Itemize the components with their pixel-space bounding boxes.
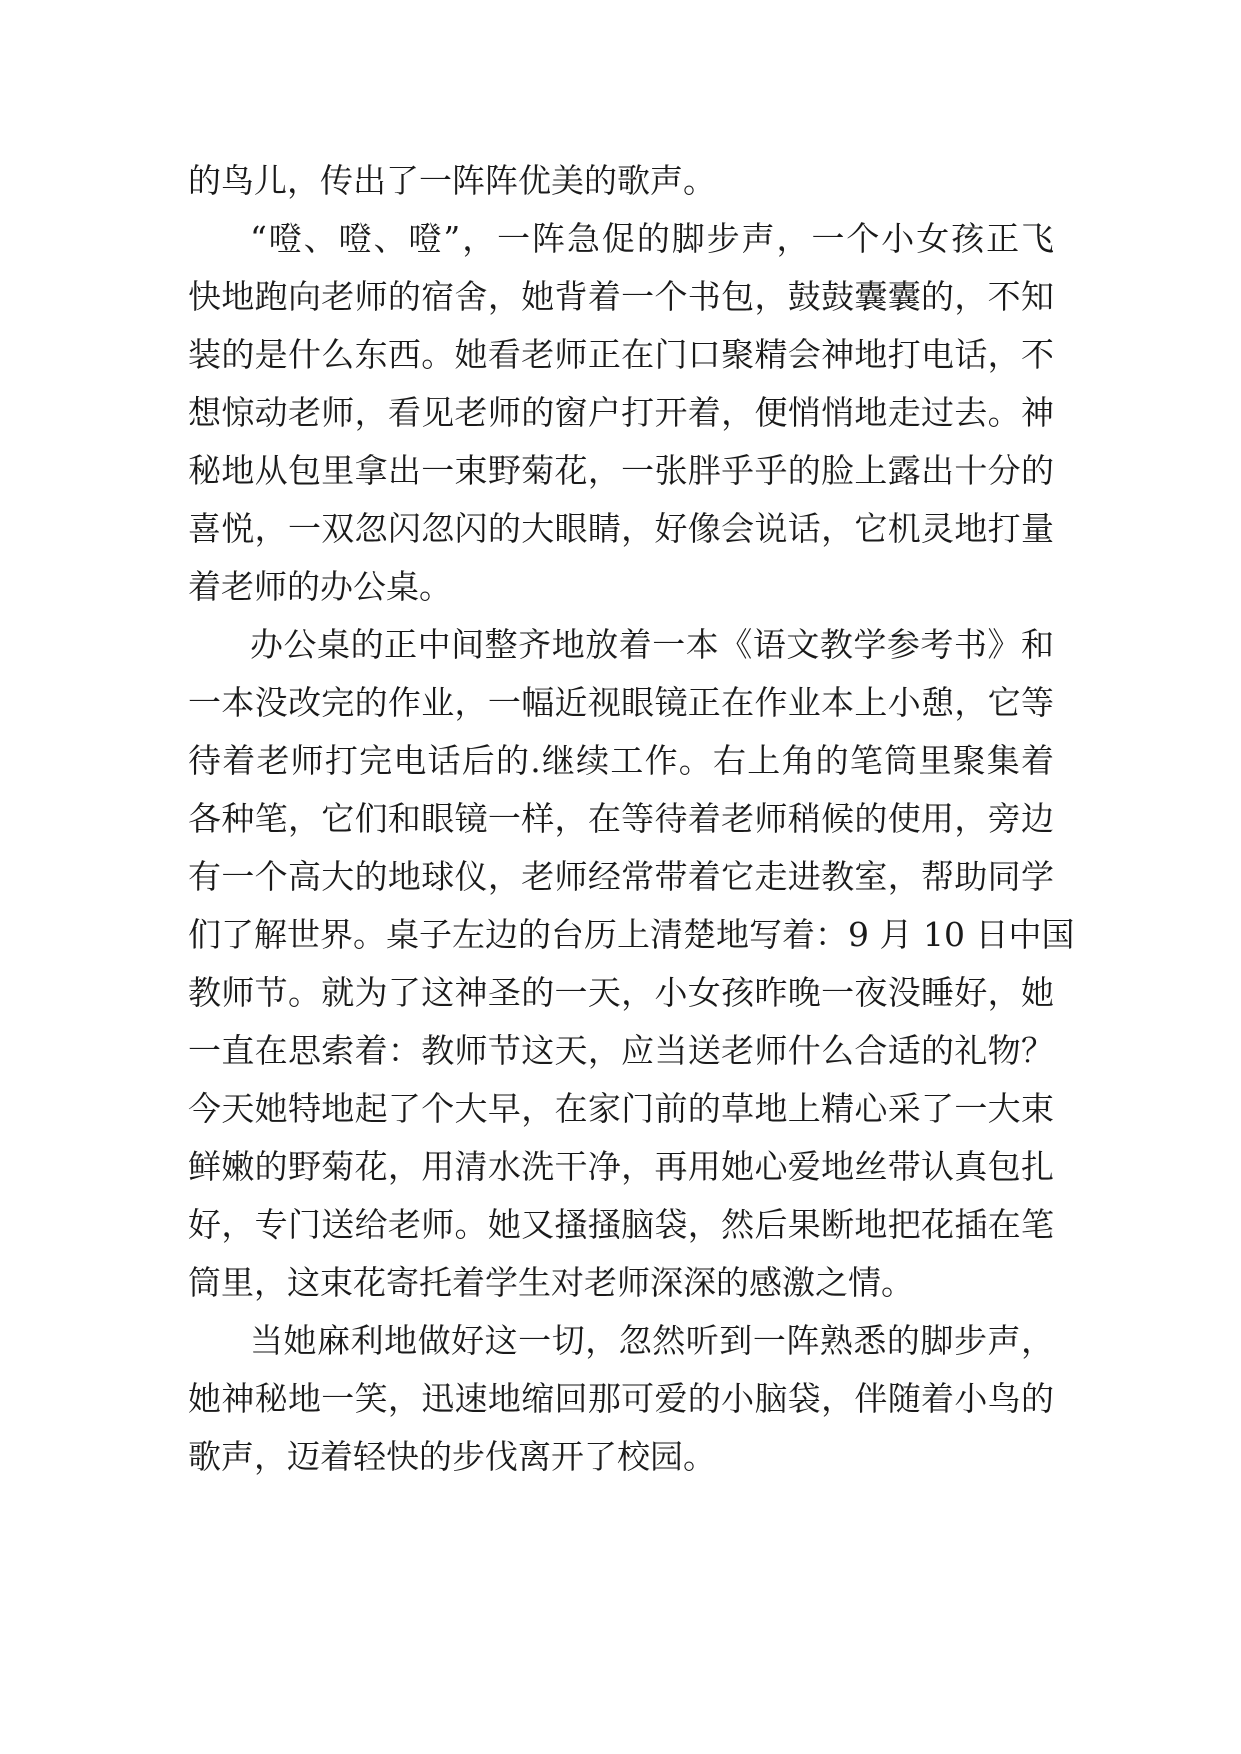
document-body [188, 152, 1075, 1486]
text-line: 办公桌的正中间整齐地放着一本《语文教学参考书》和 [250, 625, 1054, 664]
text-line: 各种笔，它们和眼镜一样，在等待着老师稍候的使用，旁边 [188, 799, 1054, 838]
paragraph-2 [188, 210, 1054, 616]
text-line: 待着老师打完电话后的.继续工作。右上角的笔筒里聚集着 [188, 741, 1054, 780]
text-line: 筒里，这束花寄托着学生对老师深深的感激之情。 [188, 1263, 914, 1302]
text-line: 一直在思索着：教师节这天，应当送老师什么合适的礼物？ [188, 1031, 1054, 1070]
text-line: 有一个高大的地球仪，老师经常带着它走进教室，帮助同学 [188, 857, 1054, 896]
text-line: 鲜嫩的野菊花，用清水洗干净，再用她心爱地丝带认真包扎 [188, 1147, 1054, 1186]
paragraph-4 [188, 1312, 1054, 1486]
paragraph-1 [188, 152, 1054, 210]
text-line: 歌声，迈着轻快的步伐离开了校园。 [188, 1437, 716, 1476]
text-line: 的鸟儿，传出了一阵阵优美的歌声。 [188, 161, 716, 200]
paragraph-3 [188, 616, 1075, 1312]
text-line: “噔、噔、噔”，一阵急促的脚步声，一个小女孩正飞 [250, 219, 1054, 258]
text-line: 教师节。就为了这神圣的一天，小女孩昨晚一夜没睡好，她 [188, 973, 1054, 1012]
text-line: 一本没改完的作业，一幅近视眼镜正在作业本上小憩，它等 [188, 683, 1054, 722]
text-line: 装的是什么东西。她看老师正在门口聚精会神地打电话，不 [188, 335, 1054, 374]
text-line: 们了解世界。桌子左边的台历上清楚地写着：9 月 10 日中国 [188, 915, 1075, 954]
text-line: 快地跑向老师的宿舍，她背着一个书包，鼓鼓囊囊的，不知 [188, 277, 1054, 316]
text-line: 她神秘地一笑，迅速地缩回那可爱的小脑袋，伴随着小鸟的 [188, 1379, 1054, 1418]
text-line: 好，专门送给老师。她又搔搔脑袋，然后果断地把花插在笔 [188, 1205, 1054, 1244]
text-line: 着老师的办公桌。 [188, 567, 452, 606]
text-line: 喜悦，一双忽闪忽闪的大眼睛，好像会说话，它机灵地打量 [188, 509, 1054, 548]
text-line: 当她麻利地做好这一切，忽然听到一阵熟悉的脚步声， [250, 1321, 1054, 1360]
text-line: 今天她特地起了个大早，在家门前的草地上精心采了一大束 [188, 1089, 1054, 1128]
text-line: 秘地从包里拿出一束野菊花，一张胖乎乎的脸上露出十分的 [188, 451, 1054, 490]
text-line: 想惊动老师，看见老师的窗户打开着，便悄悄地走过去。神 [188, 393, 1054, 432]
